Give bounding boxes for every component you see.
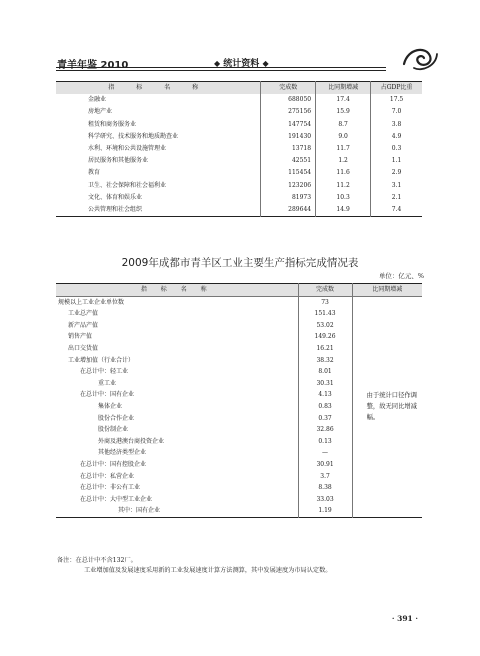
row-label: 股份制企业	[98, 426, 129, 434]
cell-value: 8.7	[316, 119, 371, 131]
row-label: 在总计中：私营企业	[80, 472, 135, 480]
column-header: 完成数	[298, 284, 352, 297]
cell-value: 123206	[261, 180, 316, 192]
cell-value: 30.31	[298, 378, 352, 390]
table-row	[56, 204, 422, 217]
cell-value: 11.6	[316, 167, 371, 179]
diamond-icon: ◆	[214, 59, 221, 68]
row-label: 居民服务和其他服务业	[88, 157, 149, 165]
cell-value: 17.4	[316, 94, 371, 106]
cell-value: 0.83	[298, 401, 352, 413]
cell-value: —	[298, 447, 352, 459]
cell-value: 3.8	[371, 119, 422, 131]
row-label: 其中：国有企业	[118, 507, 161, 515]
row-label: 工业增加值（行业合计）	[68, 356, 135, 364]
row-label: 规模以上工业企业单位数	[58, 298, 125, 306]
row-label: 水利、环境和公共设施管理业	[88, 145, 167, 153]
row-label: 工业总产值	[68, 310, 99, 318]
row-label: 在总计中：国有控股企业	[80, 461, 147, 468]
cell-value: 10.3	[316, 192, 371, 204]
cell-value: 4.9	[371, 131, 422, 143]
footnote: 工业增加值及发展速度采用新的工业发展速度计算方法测算，其中发展速度为市局认定数。	[84, 567, 332, 574]
cell-value: 53.02	[298, 320, 352, 332]
cell-value: 0.13	[298, 436, 352, 448]
cell-value: 16.21	[298, 343, 352, 355]
cell-value: 2.1	[371, 192, 422, 204]
cell-value: 191430	[261, 131, 316, 143]
table-row	[56, 119, 422, 131]
cell-value: 688050	[261, 94, 316, 106]
row-label: 外商及港澳台商投资企业	[98, 437, 165, 445]
row-label: 在总计中：大中型工业企业	[80, 495, 153, 503]
merged-note-cell: 由于统计口径作调整，故无同比增减幅。	[352, 296, 422, 517]
footnote: 备注：在总计中不含132厂。	[57, 557, 137, 564]
section-label: 统计资料	[223, 59, 260, 69]
row-label: 卫生、社会保障和社会福利业	[88, 181, 167, 189]
cell-value: 151.43	[298, 308, 352, 320]
cell-value: 13718	[261, 143, 316, 155]
cell-value: 14.9	[316, 204, 371, 217]
cell-value: 1.1	[371, 155, 422, 167]
cell-value: 32.86	[298, 424, 352, 436]
column-header: 完成数	[261, 82, 316, 95]
cell-value: 33.03	[298, 494, 352, 506]
header-rule	[56, 67, 386, 68]
row-label: 出口交货值	[68, 345, 99, 353]
cell-value: 4.13	[298, 389, 352, 401]
cell-value: 73	[298, 296, 352, 308]
row-label: 股份合作企业	[98, 414, 135, 422]
cell-value: 8.01	[298, 366, 352, 378]
column-header: 占GDP比重	[371, 82, 422, 95]
table-row	[56, 167, 422, 179]
row-label: 文化、体育和娱乐业	[88, 193, 143, 201]
book-title: 青羊年鉴 2010	[57, 60, 129, 71]
service-industry-table	[56, 81, 422, 217]
column-header: 比同期增减	[316, 82, 371, 95]
cell-value: 7.4	[371, 204, 422, 217]
cell-value: 42551	[261, 155, 316, 167]
cell-value: 11.2	[316, 180, 371, 192]
table-row	[56, 296, 422, 308]
cell-value: 0.37	[298, 413, 352, 425]
cell-value: 1.19	[298, 505, 352, 517]
cell-value: 8.38	[298, 482, 352, 494]
cell-value: 2.9	[371, 167, 422, 179]
cell-value: 17.5	[371, 94, 422, 106]
cell-value: 0.3	[371, 143, 422, 155]
column-header: 比同期增减	[352, 284, 422, 297]
row-label: 教育	[88, 169, 101, 177]
cell-value: 275156	[261, 106, 316, 118]
table-header-row	[56, 82, 422, 95]
cell-value: 149.26	[298, 331, 352, 343]
row-label: 科学研究、技术服务和地质勘查业	[88, 132, 179, 140]
cell-value: 81973	[261, 192, 316, 204]
swirl-logo-icon	[400, 42, 440, 72]
table-row	[56, 131, 422, 143]
cell-value: 3.1	[371, 180, 422, 192]
cell-value: 289644	[261, 204, 316, 217]
row-label: 金融业	[88, 96, 107, 104]
row-label: 销售产值	[68, 333, 93, 341]
row-label: 集体企业	[98, 403, 123, 411]
table-row	[56, 94, 422, 106]
table-header-row	[56, 284, 422, 297]
table-row	[56, 155, 422, 167]
cell-value: 7.0	[371, 106, 422, 118]
table-row	[56, 192, 422, 204]
table-row	[56, 143, 422, 155]
table-title: 2009年成都市青羊区工业主要生产指标完成情况表	[121, 257, 359, 269]
row-label: 其他经济类型企业	[98, 449, 147, 457]
cell-value: 1.2	[316, 155, 371, 167]
row-label: 新产品产值	[68, 321, 99, 329]
row-label: 公共管理和社会组织	[88, 205, 143, 213]
table-row	[56, 106, 422, 118]
column-header: 指 标 名 称	[56, 284, 298, 297]
row-label: 重工业	[98, 379, 117, 387]
column-header: 指 标 名 称	[56, 82, 261, 95]
unit-label: 单位：亿元、%	[378, 272, 424, 280]
header-rule-thin	[56, 70, 386, 71]
cell-value: 38.32	[298, 355, 352, 367]
industry-indicator-table	[56, 283, 422, 518]
page-number: · 391 ·	[391, 614, 418, 623]
cell-value: 115454	[261, 167, 316, 179]
row-label: 在总计中：国有企业	[80, 391, 135, 399]
cell-value: 15.9	[316, 106, 371, 118]
cell-value: 11.7	[316, 143, 371, 155]
diamond-icon: ◆	[262, 59, 269, 68]
row-label: 租赁和商务服务业	[88, 120, 137, 128]
cell-value: 9.0	[316, 131, 371, 143]
row-label: 房地产业	[88, 108, 113, 116]
row-label: 在总计中：非公有工业	[80, 484, 141, 492]
cell-value: 147754	[261, 119, 316, 131]
table-row	[56, 180, 422, 192]
cell-value: 30.91	[298, 459, 352, 471]
row-label: 在总计中：轻工业	[80, 368, 129, 376]
cell-value: 3.7	[298, 471, 352, 483]
